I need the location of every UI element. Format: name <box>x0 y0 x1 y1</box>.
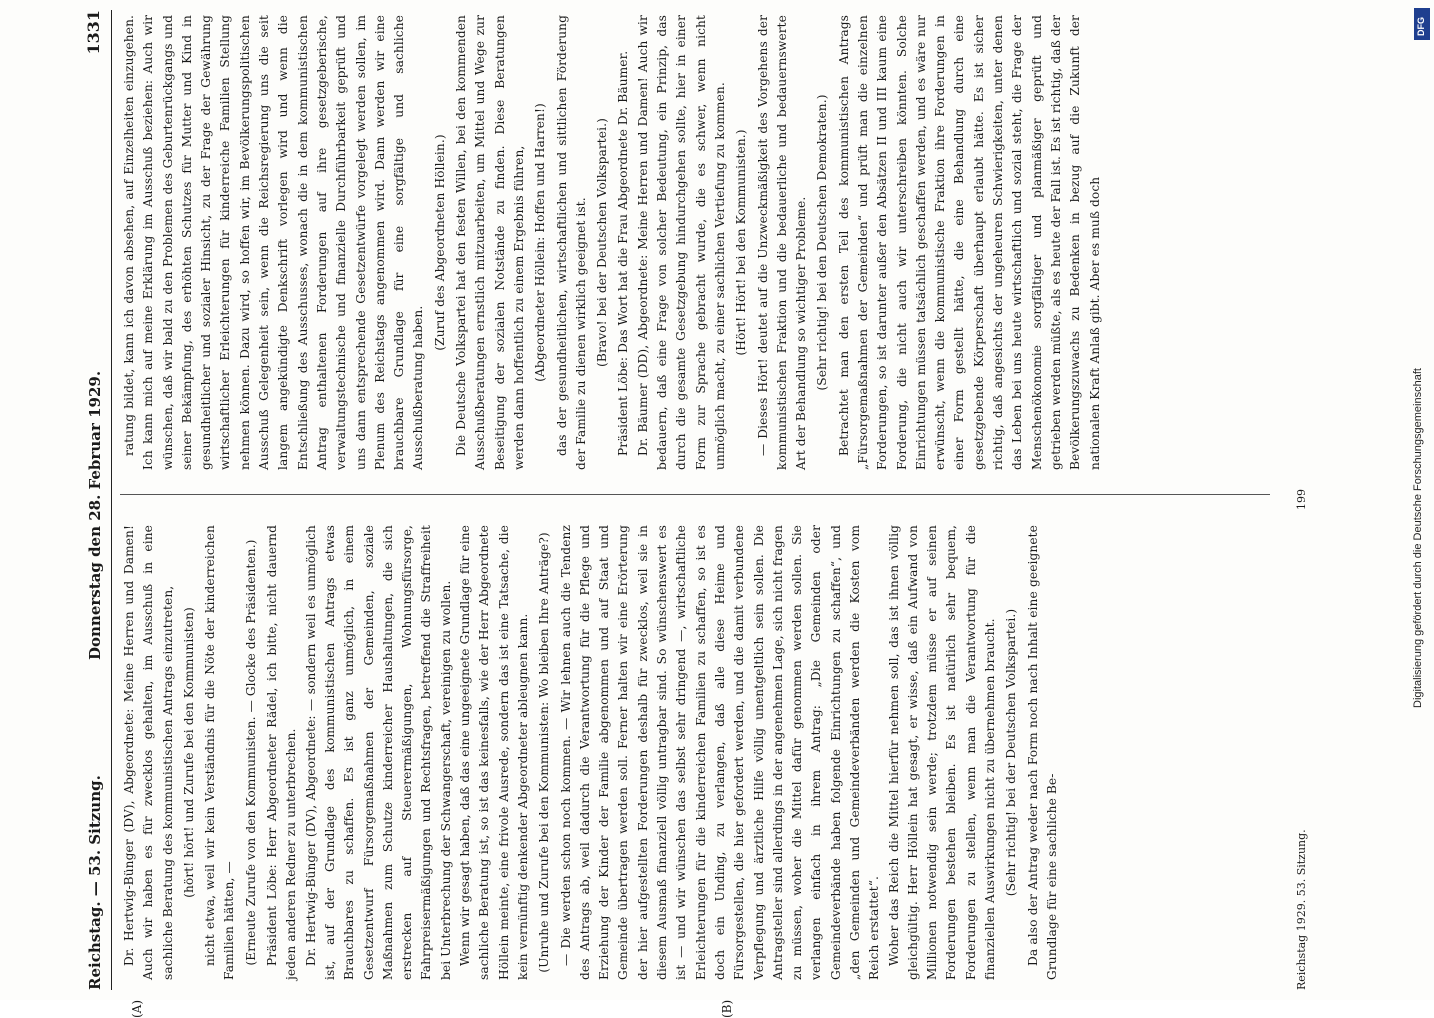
paragraph: Die Deutsche Volkspartei hat den festen Willen, bei den kommenden Ausschußberatungen ernstlich mitzuarbeiten, um Mittel und Wege zur Beseitigung der sozialen Notstände zu finden. Diese Beratungen werden dann hoffentlich zu einem Ergebnis führen, <box>454 15 526 470</box>
paragraph: ratung bildet, kann ich davon absehen, auf Einzelheiten einzugehen. Ich kann mich auf meine Erklärung im Ausschuß beziehen: Auch wir wünschen, daß wir bald zu den Problemen des Geburtenrückgangs und seiner Bekämpfung, des erhöhten Schutzes für Mutter und Kind in gesundheitlicher und sozialer Hinsicht, zu der Frage der Gewährung wirtschaftlicher Erleichterungen für kinderreiche Familien Stellung nehmen können. Dazu wird, so hoffen wir, im Bevölkerungspolitischen Ausschuß Gelegenheit sein, wenn die Reichsregierung uns die seit langem angekündigte Denkschrift vorlegen wird und wenn die Entschließung des Ausschusses, wonach die in dem kommunistischen Antrag enthaltenen Forderungen auf ihre gesetzgeberische, verwaltungstechnische und finanzielle Durchführbarkeit geprüft und uns dann entsprechende Gesetzentwürfe vorgelegt werden sollen, im Plenum des Reichstags angenommen wird. Dann werden wir eine brauchbare Grundlage für eine sorgfältige und sachliche Ausschußberatung haben. <box>122 15 426 470</box>
paragraph: das der gesundheitlichen, wirtschaftlichen und sittlichen Förderung der Familie zu dienen wirklich geeignet ist. <box>554 15 588 470</box>
interjection: (Unruhe und Zurufe bei den Kommunisten: Wo bleiben Ihre Anträge?) <box>537 532 552 973</box>
paragraph: — Die werden schon noch kommen. — Wir lehnen auch die Tendenz des Antrags ab, weil dadurch die Verantwortung für die Pflege und Erziehung der Kinder der Familie abgenommen und auf Staat und Gemeinde übertragen werden soll. Ferner halten wir eine Erörterung der hier aufgestellten Forderungen deshalb für zwecklos, weil sie in diesem Ausmaß finanziell völlig untragbar sind. So wünschenswert es ist — und wir wünschen das selbst sehr dringend —, wirtschaftliche Erleichterungen für die kinderreichen Familien zu schaffen, so ist es doch ein Unding, zu verlangen, daß alle diese Heime und Fürsorgestellen, die hier gefordert werden, und die damit verbundene Verpflegung und ärztliche Hilfe völlig unentgeltlich sein sollen. Die Antragsteller sind allerdings in der angenehmen Lage, sich nicht fragen zu müssen, woher die Mittel dafür genommen werden sollen. Sie verlangen einfach in ihrem Antrag: „Die Gemeinden oder Gemeindeverbände haben folgende Einrichtungen zu schaffen“, und „den Gemeinden und Gemeindeverbänden werden die Kosten vom Reich erstattet“. <box>558 525 882 980</box>
header-date: Donnerstag den 28. Februar 1929. <box>86 370 104 660</box>
paragraph: Da also der Antrag weder nach Form noch nach Inhalt eine geeignete Grundlage für eine sachliche Be- <box>1025 525 1059 980</box>
interjection: (hört! hört! und Zurufe bei den Kommunisten) <box>181 607 196 898</box>
page-number: 1331 <box>84 10 103 55</box>
header-left: Reichstag. — 53. Sitzung. <box>86 775 104 990</box>
paragraph: Wenn wir gesagt haben, daß das eine ungeeignete Grundlage für eine sachliche Beratung ist, so ist das keinesfalls, wie der Herr Abgeordnete Höllein meinte, eine frivole Ausrede, sondern das ist eine Tatsache, die kein vernünftig denkender Abgeordneter ableugnen kann. <box>458 525 530 980</box>
header-rule <box>111 10 112 990</box>
paragraph: nicht etwa, weil wir kein Verständnis für die Nöte der kinderreichen Familien hätten, — <box>203 525 237 980</box>
paragraph: Betrachtet man den ersten Teil des kommunistischen Antrags „Fürsorgemaßnahmen der Gemeinden“ und prüft man die einzelnen Forderungen, so ist darunter außer den Absätzen II und III kaum eine Forderung, die nicht auch wir unterschreiben könnten. Solche Einrichtungen müssen tatsächlich geschaffen werden, und es wäre nur erwünscht, wenn die kommunistische Fraktion ihre Forderungen in einer Form gestellt hätte, die eine Behandlung durch eine gesetzgebende Körperschaft überhaupt erlaubt hätte. Es ist sicher richtig, daß angesichts der ungeheuren Schwierigkeiten, unter denen das Leben bei uns heute wirtschaftlich und sozial steht, die Frage der Menschenökonomie sorgfältiger und planmäßiger geprüft und getrieben werden müßte, als es heute der Fall ist. Es ist richtig, daß der Bevölkerungszuwachs zu Bedenken in bezug auf die Zukunft der nationalen Kraft Anlaß gibt. Aber es muß doch <box>836 15 1102 470</box>
interjection: (Sehr richtig! bei der Deutschen Volkspartei.) <box>1004 608 1019 897</box>
column-divider <box>120 494 1270 495</box>
interjection: (Hört! Hört! bei den Kommunisten.) <box>734 129 749 356</box>
paragraph: Dr. Bäumer (DD), Abgeordnete: Meine Herren und Damen! Auch wir bedauern, daß eine Frage von solcher Bedeutung, ein Prinzip, das durch die gesamte Gesetzgebung hindurchgehen sollte, hier in einer Form zur Sprache gebracht wurde, die es schwer, wenn nicht unmöglich macht, zu einer sachlichen Vertiefung zu kommen. <box>635 15 727 470</box>
interjection: (Erneute Zurufe von den Kommunisten. — Glocke des Präsidenten.) <box>243 539 258 966</box>
left-column <box>120 525 1062 980</box>
paragraph: Dr. Hertwig-Bünger (DV), Abgeordnete: Meine Herren und Damen! Auch wir haben es für zwecklos gehalten, im Ausschuß in eine sachliche Beratung des kommunistischen Antrags einzutreten, <box>122 525 175 980</box>
footer-left: Reichstag 1929. 53. Sitzung. <box>1295 829 1308 990</box>
margin-mark-a: (A) <box>130 999 144 1018</box>
digitization-credit-text: Digitalisierung gefördert durch die Deutsche Forschungsgemeinschaft <box>1412 368 1424 708</box>
interjection: (Abgeordneter Höllein: Hoffen und Harren!) <box>533 103 548 382</box>
paragraph: Präsident Löbe: Das Wort hat die Frau Abgeordnete Dr. Bäumer. <box>616 50 631 456</box>
sidebar-credit <box>1412 8 1430 708</box>
footer-sheet-number: 199 <box>1295 489 1308 510</box>
interjection: (Bravo! bei der Deutschen Volkspartei.) <box>595 118 610 367</box>
paragraph: Präsident Löbe: Herr Abgeordneter Rädel, ich bitte, nicht dauernd jeden anderen Redner zu unterbrechen. <box>265 525 299 980</box>
paragraph: Dr. Hertwig-Bünger (DV), Abgeordnete: — sondern weil es unmöglich ist, auf der Grundlage des kommunistischen Antrags etwas Brauchbares zu schaffen. Es ist ganz unmöglich, in einem Gesetzentwurf Fürsorgemaßnahmen der Gemeinden, soziale Maßnahmen zum Schutze kinderreicher Haushaltungen, die sich erstrecken auf Steuerermäßigungen, Wohnungsfürsorge, Fahrpreisermäßigungen und Rechtsfragen, betreffend die Straffreiheit bei Unterbrechung der Schwangerschaft, vereinigen zu wollen. <box>303 525 453 980</box>
dfg-logo: DFG <box>1414 8 1430 40</box>
paragraph: Woher das Reich die Mittel hierfür nehmen soll, das ist ihnen völlig gleichgültig. Herr Höllein hat gesagt, er wisse, daß ein Aufwand von Millionen notwendig sein werde; trotzdem müsse er auf seinen Forderungen bestehen bleiben. Es ist natürlich sehr bequem, Forderungen zu stellen, wenn man die Verantwortung für die finanziellen Auswirkungen nicht zu übernehmen braucht. <box>886 525 998 980</box>
right-column <box>120 15 1105 470</box>
paragraph: — Dieses Hört! deutet auf die Unzweckmäßigkeit des Vorgehens der kommunistischen Fraktion und die bedauerliche und bedauernswerte Art der Behandlung so wichtiger Probleme. <box>755 15 809 470</box>
rotated-page-content <box>80 10 1330 1018</box>
interjection: (Sehr richtig! bei den Deutschen Demokraten.) <box>815 94 830 391</box>
interjection: (Zuruf des Abgeordneten Höllein.) <box>432 134 447 351</box>
margin-mark-b: (B) <box>720 999 734 1018</box>
running-header <box>80 10 114 990</box>
